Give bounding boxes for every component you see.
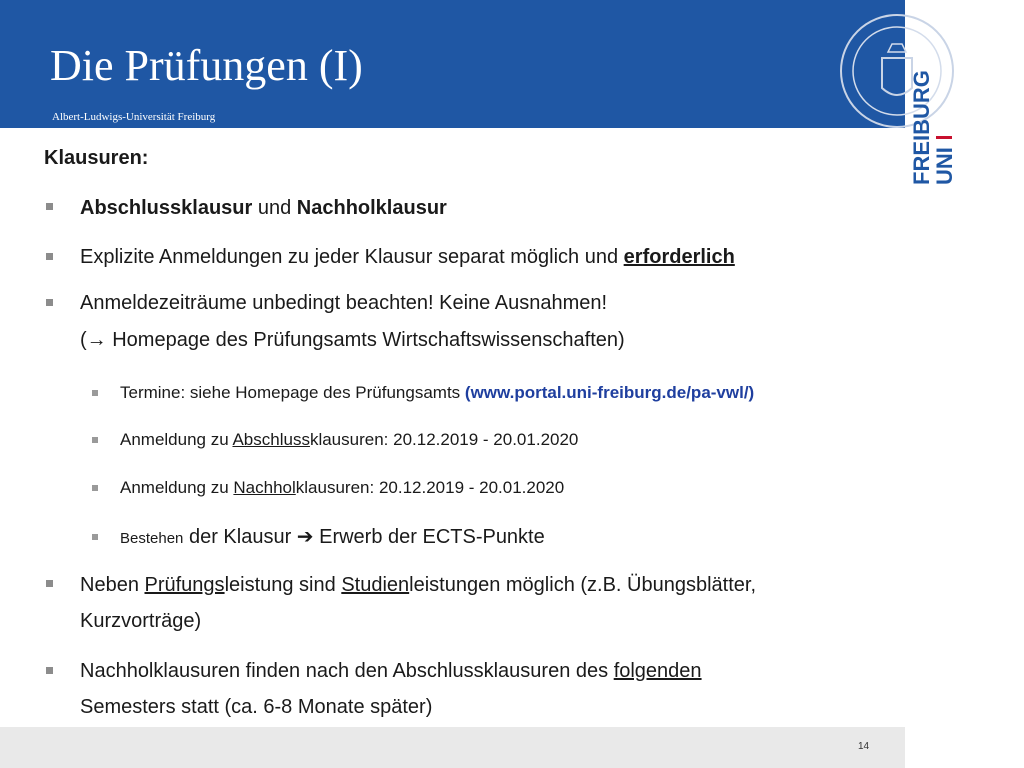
heavy-arrow-right-icon: ➔ bbox=[296, 526, 314, 548]
bullet-abschlussklausur: Abschlussklausur und Nachholklausur bbox=[80, 197, 447, 219]
bullet-nachholklausuren-line2: Semesters statt (ca. 6-8 Monate später) bbox=[80, 696, 433, 718]
bullet-nachholklausuren: Nachholklausuren finden nach den Abschlussklausuren des folgenden bbox=[80, 660, 702, 682]
slide-title: Die Prüfungen (I) bbox=[50, 41, 363, 90]
bullet-marker bbox=[46, 203, 53, 210]
sub-bullet-marker bbox=[92, 437, 98, 443]
bullet-marker bbox=[46, 580, 53, 587]
svg-text:FREIBURG: FREIBURG bbox=[909, 70, 934, 185]
footer-bar bbox=[0, 727, 905, 768]
sub-bullet-marker bbox=[92, 534, 98, 540]
bullet-studienleistungen-line2: Kurzvorträge) bbox=[80, 610, 202, 632]
bullet-anmeldezeitraeume: Anmeldezeiträume unbedingt beachten! Keine Ausnahmen! bbox=[80, 292, 608, 314]
bullet-studienleistungen: Neben Prüfungsleistung sind Studienleistungen möglich (z.B. Übungsblätter, bbox=[80, 574, 757, 596]
section-heading: Klausuren: bbox=[44, 147, 149, 169]
sub-bullet-marker bbox=[92, 485, 98, 491]
sub-bullet-marker bbox=[92, 390, 98, 396]
arrow-right-icon: → bbox=[86, 329, 107, 351]
svg-text:UNI: UNI bbox=[932, 147, 957, 185]
bullet-marker bbox=[46, 299, 53, 306]
sub-bullet-abschluss-anmeldung: Anmeldung zu Abschlussklausuren: 20.12.2019 - 20.01.2020 bbox=[120, 430, 579, 449]
uni-freiburg-logo bbox=[906, 50, 958, 185]
sub-bullet-nachhol-anmeldung: Anmeldung zu Nachholklausuren: 20.12.2019 - 20.01.2020 bbox=[120, 478, 565, 497]
sub-bullet-termine: Termine: siehe Homepage des Prüfungsamts (www.portal.uni-freiburg.de/pa-vwl/) bbox=[120, 383, 755, 402]
bullet-marker bbox=[46, 253, 53, 260]
bullet-marker bbox=[46, 667, 53, 674]
sub-bullet-bestehen: Bestehen der Klausur ➔ Erwerb der ECTS-Punkte bbox=[120, 526, 545, 548]
portal-link[interactable]: (www.portal.uni-freiburg.de/pa-vwl/) bbox=[464, 383, 755, 402]
bullet-anmeldezeitraeume-line2: (→ Homepage des Prüfungsamts Wirtschaftswissenschaften) bbox=[80, 329, 625, 351]
university-name: Albert-Ludwigs-Universität Freiburg bbox=[52, 111, 216, 123]
page-number: 14 bbox=[858, 741, 870, 752]
bullet-anmeldungen: Explizite Anmeldungen zu jeder Klausur separat möglich und erforderlich bbox=[80, 246, 735, 268]
